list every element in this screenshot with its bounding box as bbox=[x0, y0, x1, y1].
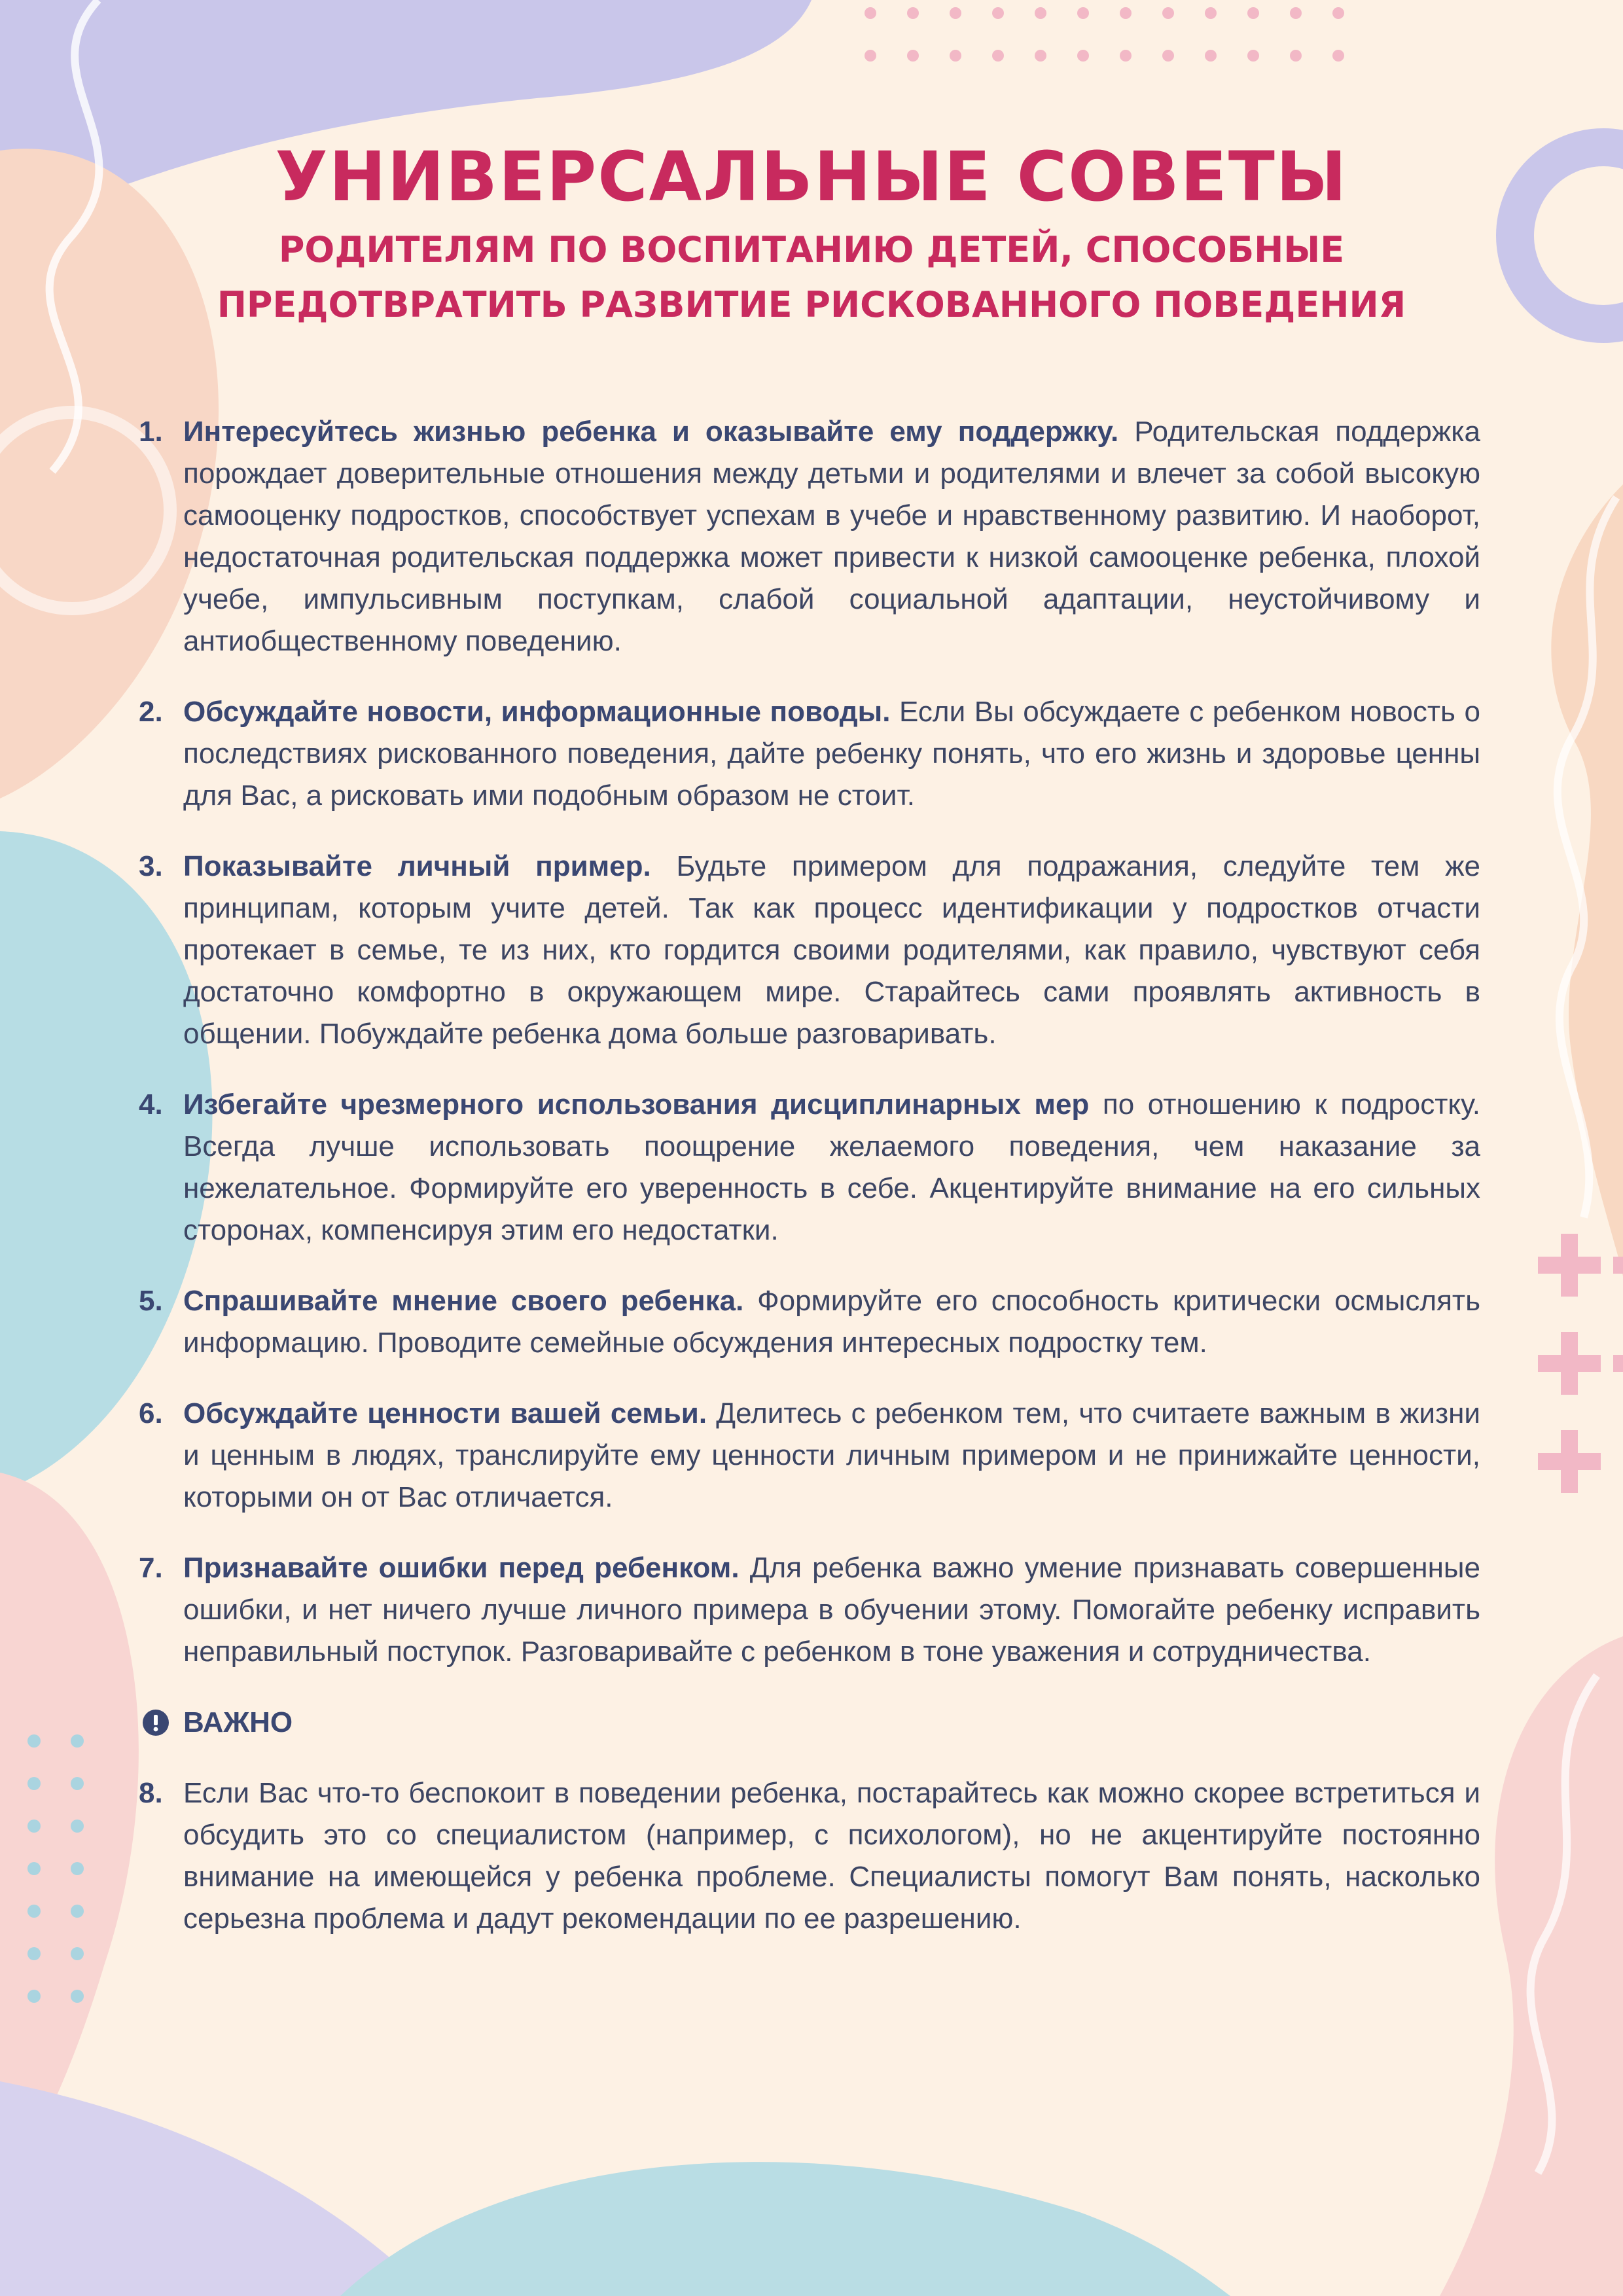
tip-text: Родительская поддержка порождает доверительные отношения между детьми и родителями и влечет за собой высокую самооценку подростков, способствует успехам в учебе и нравственному развитию. И наоборот, недостаточная родительская поддержка может привести к низкой самооценке ребенка, плохой учебе, импульсивным поступкам, слабой социальной адаптации, неустойчивому и антиобщественному поведению. bbox=[183, 416, 1480, 657]
tip-number: 6. bbox=[139, 1397, 163, 1429]
tip-text: Если Вы обсуждаете с ребенком новость о последствиях рискованного поведения, дайте ребенку понять, что его жизнь и здоровье ценны для Вас, а рисковать ими подобным образом не стоит. bbox=[183, 696, 1480, 812]
tip-item-3 bbox=[139, 846, 1480, 1055]
tip-text: Делитесь с ребенком тем, что считаете важным в жизни и ценным в людях, транслируйте ему ценности личным примером и не принижайте ценности, которыми он от Вас отличается. bbox=[183, 1397, 1480, 1513]
tip-number: 3. bbox=[139, 850, 163, 882]
tip-number: 1. bbox=[139, 416, 163, 448]
title-block bbox=[131, 131, 1492, 332]
tip-text: по отношению к подростку. Всегда лучше использовать поощрение желаемого поведения, чем наказание за нежелательное. Формируйте его уверенность в себе. Акцентируйте внимание на его сильных сторонах, компенсируя этим его недостатки. bbox=[183, 1088, 1480, 1246]
tip-heading: Избегайте чрезмерного использования дисциплинарных мер bbox=[183, 1088, 1090, 1121]
exclamation-circle-icon bbox=[143, 1710, 169, 1736]
tips-list bbox=[139, 411, 1480, 1969]
page-title: УНИВЕРСАЛЬНЫЕ СОВЕТЫ bbox=[275, 137, 1348, 217]
tip-heading: Спрашивайте мнение своего ребенка. bbox=[183, 1285, 744, 1317]
tip-heading: Обсуждайте новости, информационные поводы. bbox=[183, 696, 891, 728]
tip-number: 5. bbox=[139, 1285, 163, 1317]
tip-item-6 bbox=[139, 1393, 1480, 1518]
tip-heading: Показывайте личный пример. bbox=[183, 850, 651, 882]
tip-text: Формируйте его способность критически осмыслять информацию. Проводите семейные обсуждения интересных подростку тем. bbox=[183, 1285, 1480, 1359]
important-label: ВАЖНО bbox=[183, 1706, 293, 1738]
important-heading bbox=[139, 1702, 1480, 1744]
tip-text: Для ребенка важно умение признавать совершенные ошибки, и нет ничего лучше личного примера в обучении этому. Помогайте ребенку исправить неправильный поступок. Разговаривайте с ребенком в тоне уважения и сотрудничества. bbox=[183, 1552, 1480, 1668]
tip-item-1 bbox=[139, 411, 1480, 662]
tip-heading: Обсуждайте ценности вашей семьи. bbox=[183, 1397, 707, 1429]
page-subtitle-line-2: ПРЕДОТВРАТИТЬ РАЗВИТИЕ РИСКОВАННОГО ПОВЕДЕНИЯ bbox=[217, 284, 1406, 325]
tip-item-7 bbox=[139, 1547, 1480, 1673]
tip-number: 7. bbox=[139, 1552, 163, 1584]
tip-heading: Интересуйтесь жизнью ребенка и оказывайте ему поддержку. bbox=[183, 416, 1119, 448]
tip-number: 8. bbox=[139, 1777, 163, 1809]
tip-text: Если Вас что-то беспокоит в поведении ребенка, постарайтесь как можно скорее встретиться и обсудить это со специалистом (например, с психологом), но не акцентируйте постоянно внимание на имеющейся у ребенка проблеме. Специалисты помогут Вам понять, насколько серьезна проблема и дадут рекомендации по ее разрешению. bbox=[183, 1777, 1480, 1935]
tip-item-5 bbox=[139, 1280, 1480, 1364]
tip-number: 2. bbox=[139, 696, 163, 728]
tip-item-2 bbox=[139, 691, 1480, 817]
page-subtitle-line-1: РОДИТЕЛЯМ ПО ВОСПИТАНИЮ ДЕТЕЙ, СПОСОБНЫЕ bbox=[278, 229, 1345, 270]
tip-heading: Признавайте ошибки перед ребенком. bbox=[183, 1552, 740, 1584]
tip-item-8 bbox=[139, 1772, 1480, 1940]
tip-item-4 bbox=[139, 1084, 1480, 1251]
tip-text: Будьте примером для подражания, следуйте тем же принципам, которым учите детей. Так как процесс идентификации у подростков отчасти протекает в семье, те из них, кто гордится своими родителями, как правило, чувствуют себя достаточно комфортно в окружающем мире. Старайтесь сами проявлять активность в общении. Побуждайте ребенка дома больше разговаривать. bbox=[183, 850, 1480, 1050]
tip-number: 4. bbox=[139, 1088, 163, 1121]
